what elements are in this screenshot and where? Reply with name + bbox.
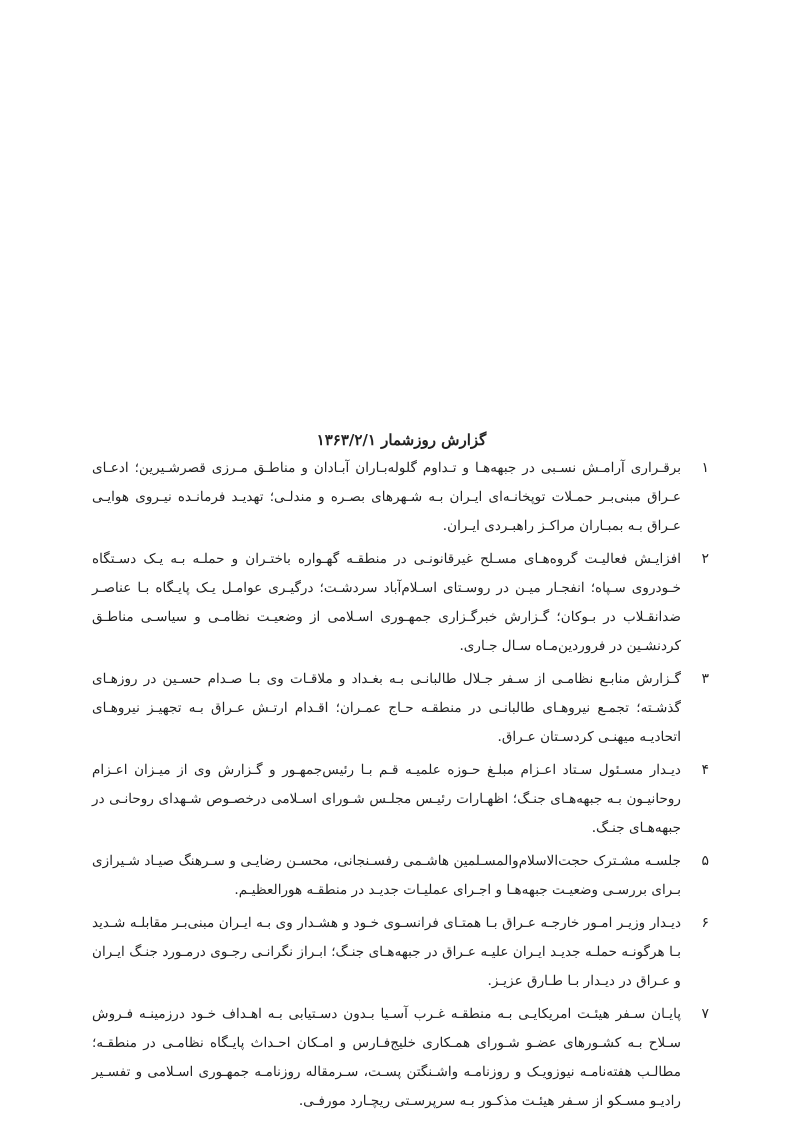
list-item <box>92 545 709 661</box>
list-item <box>92 847 709 905</box>
item-number: ۶ <box>701 915 709 931</box>
item-number: ۵ <box>701 853 709 869</box>
item-text: افزایـش فعالیـت گروه‌هـای مسـلح غیرقانونـی در منطقـه گهـواره باختـران و حملـه بـه یـک دسـتگاه خـودروی سـپاه؛ انفجـار میـن در روسـتای اسـلام‌آباد سردشـت؛ درگیـری عوامـل یـک پایـگاه بـا عناصـر ضدانقـلاب در بـوکان؛ گـزارش خبرگـزاری جمهـوری اسـلامی از وضعیـت نظامـی و سیاسـی مناطـق کردنشـین در فروردین‌مـاه سـال جـاری. <box>92 551 681 654</box>
item-number: ۱ <box>701 460 709 476</box>
list-item <box>92 909 709 996</box>
list-item <box>92 665 709 752</box>
item-number: ۳ <box>701 671 709 687</box>
list-item <box>92 454 709 541</box>
list-item <box>92 756 709 843</box>
item-text: دیـدار مسـئول سـتاد اعـزام مبلـغ حـوزه علمیـه قـم بـا رئیس‌جمهـور و گـزارش وی از میـزان اعـزام روحانیـون بـه جبهه‌هـای جنـگ؛ اظهـارات رئیـس مجلـس شـورای اسـلامی درخصـوص شـهدای روحانـی در جبهه‌هـای جنـگ. <box>92 762 681 836</box>
list-item <box>92 1000 709 1116</box>
item-text: گـزارش منابـع نظامـی از سـفر جـلال طالبانـی بـه بغـداد و ملاقـات وی بـا صـدام حسـین در روزهـای گذشـته؛ تجمـع نیروهـای طالبانـی در منطقـه حـاج عمـران؛ اقـدام ارتـش عـراق بـه تجهیـز نیروهـای اتحادیـه میهنـی کردسـتان عـراق. <box>92 671 681 745</box>
item-number: ۴ <box>701 762 709 778</box>
item-number: ۲ <box>701 551 709 567</box>
report-title: گزارش روزشمار ۱۳۶۳/۲/۱ <box>316 431 487 449</box>
report-items-list <box>92 454 709 1120</box>
item-text: دیـدار وزیـر امـور خارجـه عـراق بـا همتـای فرانسـوی خـود و هشـدار وی بـه ایـران مبنی‌بـر مقابلـه شـدید بـا هرگونـه حملـه جدیـد ایـران علیـه عـراق در جبهه‌هـای جنـگ؛ ابـراز نگرانـی رجـوی درمـورد جنـگ ایـران و عـراق در دیـدار بـا طـارق عزیـز. <box>92 915 681 989</box>
item-text: پایـان سـفر هیئـت امریکایـی بـه منطقـه غـرب آسـیا بـدون دسـتیابی بـه اهـداف خـود درزمینـه فـروش سـلاح بـه کشـورهای عضـو شـورای همـکاری خلیج‌فـارس و امـکان احـداث پایـگاه نظامـی در منطقـه؛ مطالـب هفته‌نامـه نیوزویـک و روزنامـه واشـنگتن پسـت، سـرمقاله روزنامـه جمهـوری اسـلامی و تفسـیر رادیـو مسـکو از سـفر هیئـت مذکـور بـه سرپرسـتی ریچـارد مورفـی. <box>92 1006 681 1109</box>
item-text: برقـراری آرامـش نسـبی در جبهه‌هـا و تـداوم گلوله‌بـاران آبـادان و مناطـق مـرزی قصرشـیرین؛ ادعـای عـراق مبنی‌بـر حمـلات توپخانـه‌ای ایـران بـه شـهرهای بصـره و مندلـی؛ تهدیـد فرمانـده نیـروی هوایـی عـراق بـه بمبـاران مراکـز راهبـردی ایـران. <box>92 460 681 534</box>
item-number: ۷ <box>701 1006 709 1022</box>
item-text: جلسـه مشـترک حجت‌الاسلام‌والمسـلمین هاشـمی رفسـنجانی، محسـن رضایـی و سـرهنگ صیـاد شـیرازی بـرای بررسـی وضعیـت جبهه‌هـا و اجـرای عملیـات جدیـد در منطقـه هورالعظیـم. <box>92 853 681 898</box>
